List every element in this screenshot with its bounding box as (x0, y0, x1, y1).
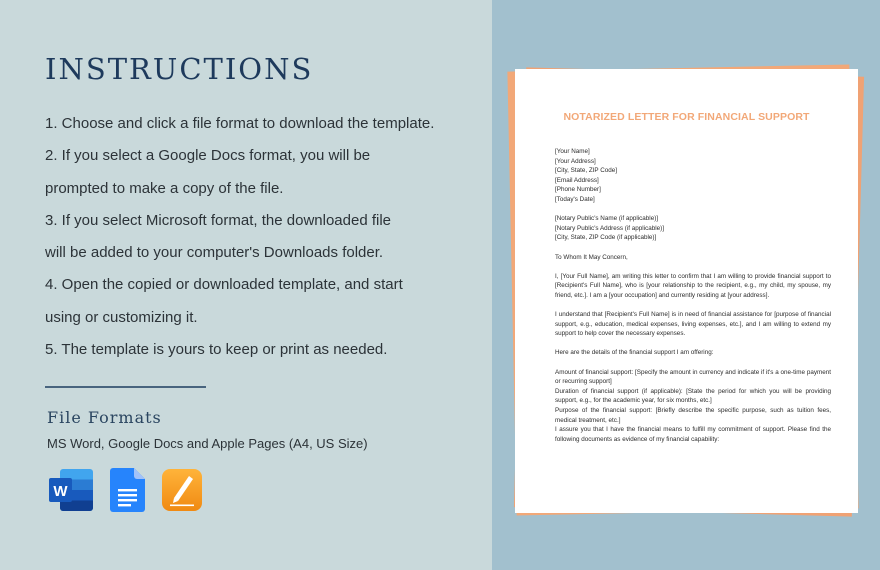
file-formats-heading: File Formats (47, 408, 162, 427)
instruction-line: will be added to your computer's Downloads folder. (45, 244, 384, 262)
detail-item: Purpose of the financial support: [Briefly describe the specific purpose, such as tuition fees, medical treatment, etc.] (555, 407, 831, 424)
sender-line: [Phone Number] (555, 186, 601, 194)
notary-block (555, 214, 831, 243)
google-docs-icon[interactable] (110, 468, 154, 512)
instruction-line: 2. If you select a Google Docs format, you will be (45, 147, 371, 165)
file-formats-description: MS Word, Google Docs and Apple Pages (A4, US Size) (47, 436, 368, 451)
instruction-line: 1. Choose and click a file format to download the template. (45, 115, 435, 132)
notary-line: [City, State, ZIP Code (if applicable)] (555, 234, 657, 242)
word-letter: W (53, 483, 68, 500)
detail-item: Amount of financial support: [Specify the amount in currency and indicate if it's a one-time payment or recurring support] (555, 368, 831, 386)
document-title: NOTARIZED LETTER FOR FINANCIAL SUPPORT (563, 111, 810, 123)
sender-block (555, 147, 831, 205)
details-intro: Here are the details of the financial support I am offering: (555, 349, 714, 357)
paragraph: I understand that [Recipient's Full Name] is in need of financial assistance for [purpose of financial support, e.g., education, medical expenses, living expenses, etc.], and I am willing to extend my support to help cover the necessary expenses. (555, 311, 831, 338)
instruction-line: using or customizing it. (45, 308, 198, 326)
notary-line: [Notary Public's Name (if applicable)] (555, 215, 659, 223)
instruction-line: 5. The template is yours to keep or print as needed. (45, 341, 388, 359)
salutation: To Whom It May Concern, (555, 253, 628, 261)
sender-line: [City, State, ZIP Code] (555, 167, 618, 175)
apple-pages-icon[interactable] (162, 469, 206, 513)
instructions-list (45, 108, 485, 366)
instructions-title: INSTRUCTIONS (45, 52, 314, 86)
instruction-line: prompted to make a copy of the file. (45, 179, 284, 197)
ms-word-icon[interactable] (48, 468, 92, 512)
instruction-line: 3. If you select Microsoft format, the downloaded file (45, 211, 392, 229)
section-divider (45, 386, 206, 388)
sender-line: [Email Address] (555, 176, 599, 184)
sender-line: [Today's Date] (555, 195, 595, 203)
notary-line: [Notary Public's Address (if applicable)] (555, 224, 664, 232)
document-preview (515, 69, 858, 513)
detail-item: Duration of financial support (if applicable): [State the period for which you will be providing support, e.g., for the academic year, for six months, etc.] (555, 387, 831, 405)
detail-item: I assure you that I have the financial means to fulfill my commitment of support. Please find the following documents as evidence of my financial capability: (555, 426, 831, 443)
document-body (555, 147, 831, 444)
sender-line: [Your Name] (555, 148, 590, 155)
paragraph: I, [Your Full Name], am writing this letter to confirm that I am willing to provide financial support to [Recipient's Full Name], who is [your relationship to the recipient, e.g., my child, my spouse, my friend, etc.]. I am a [your occupation] and currently residing at [your address]. (555, 272, 831, 299)
instruction-line: 4. Open the copied or downloaded template, and start (45, 276, 403, 294)
sender-line: [Your Address] (555, 157, 596, 165)
details-list (555, 368, 831, 445)
